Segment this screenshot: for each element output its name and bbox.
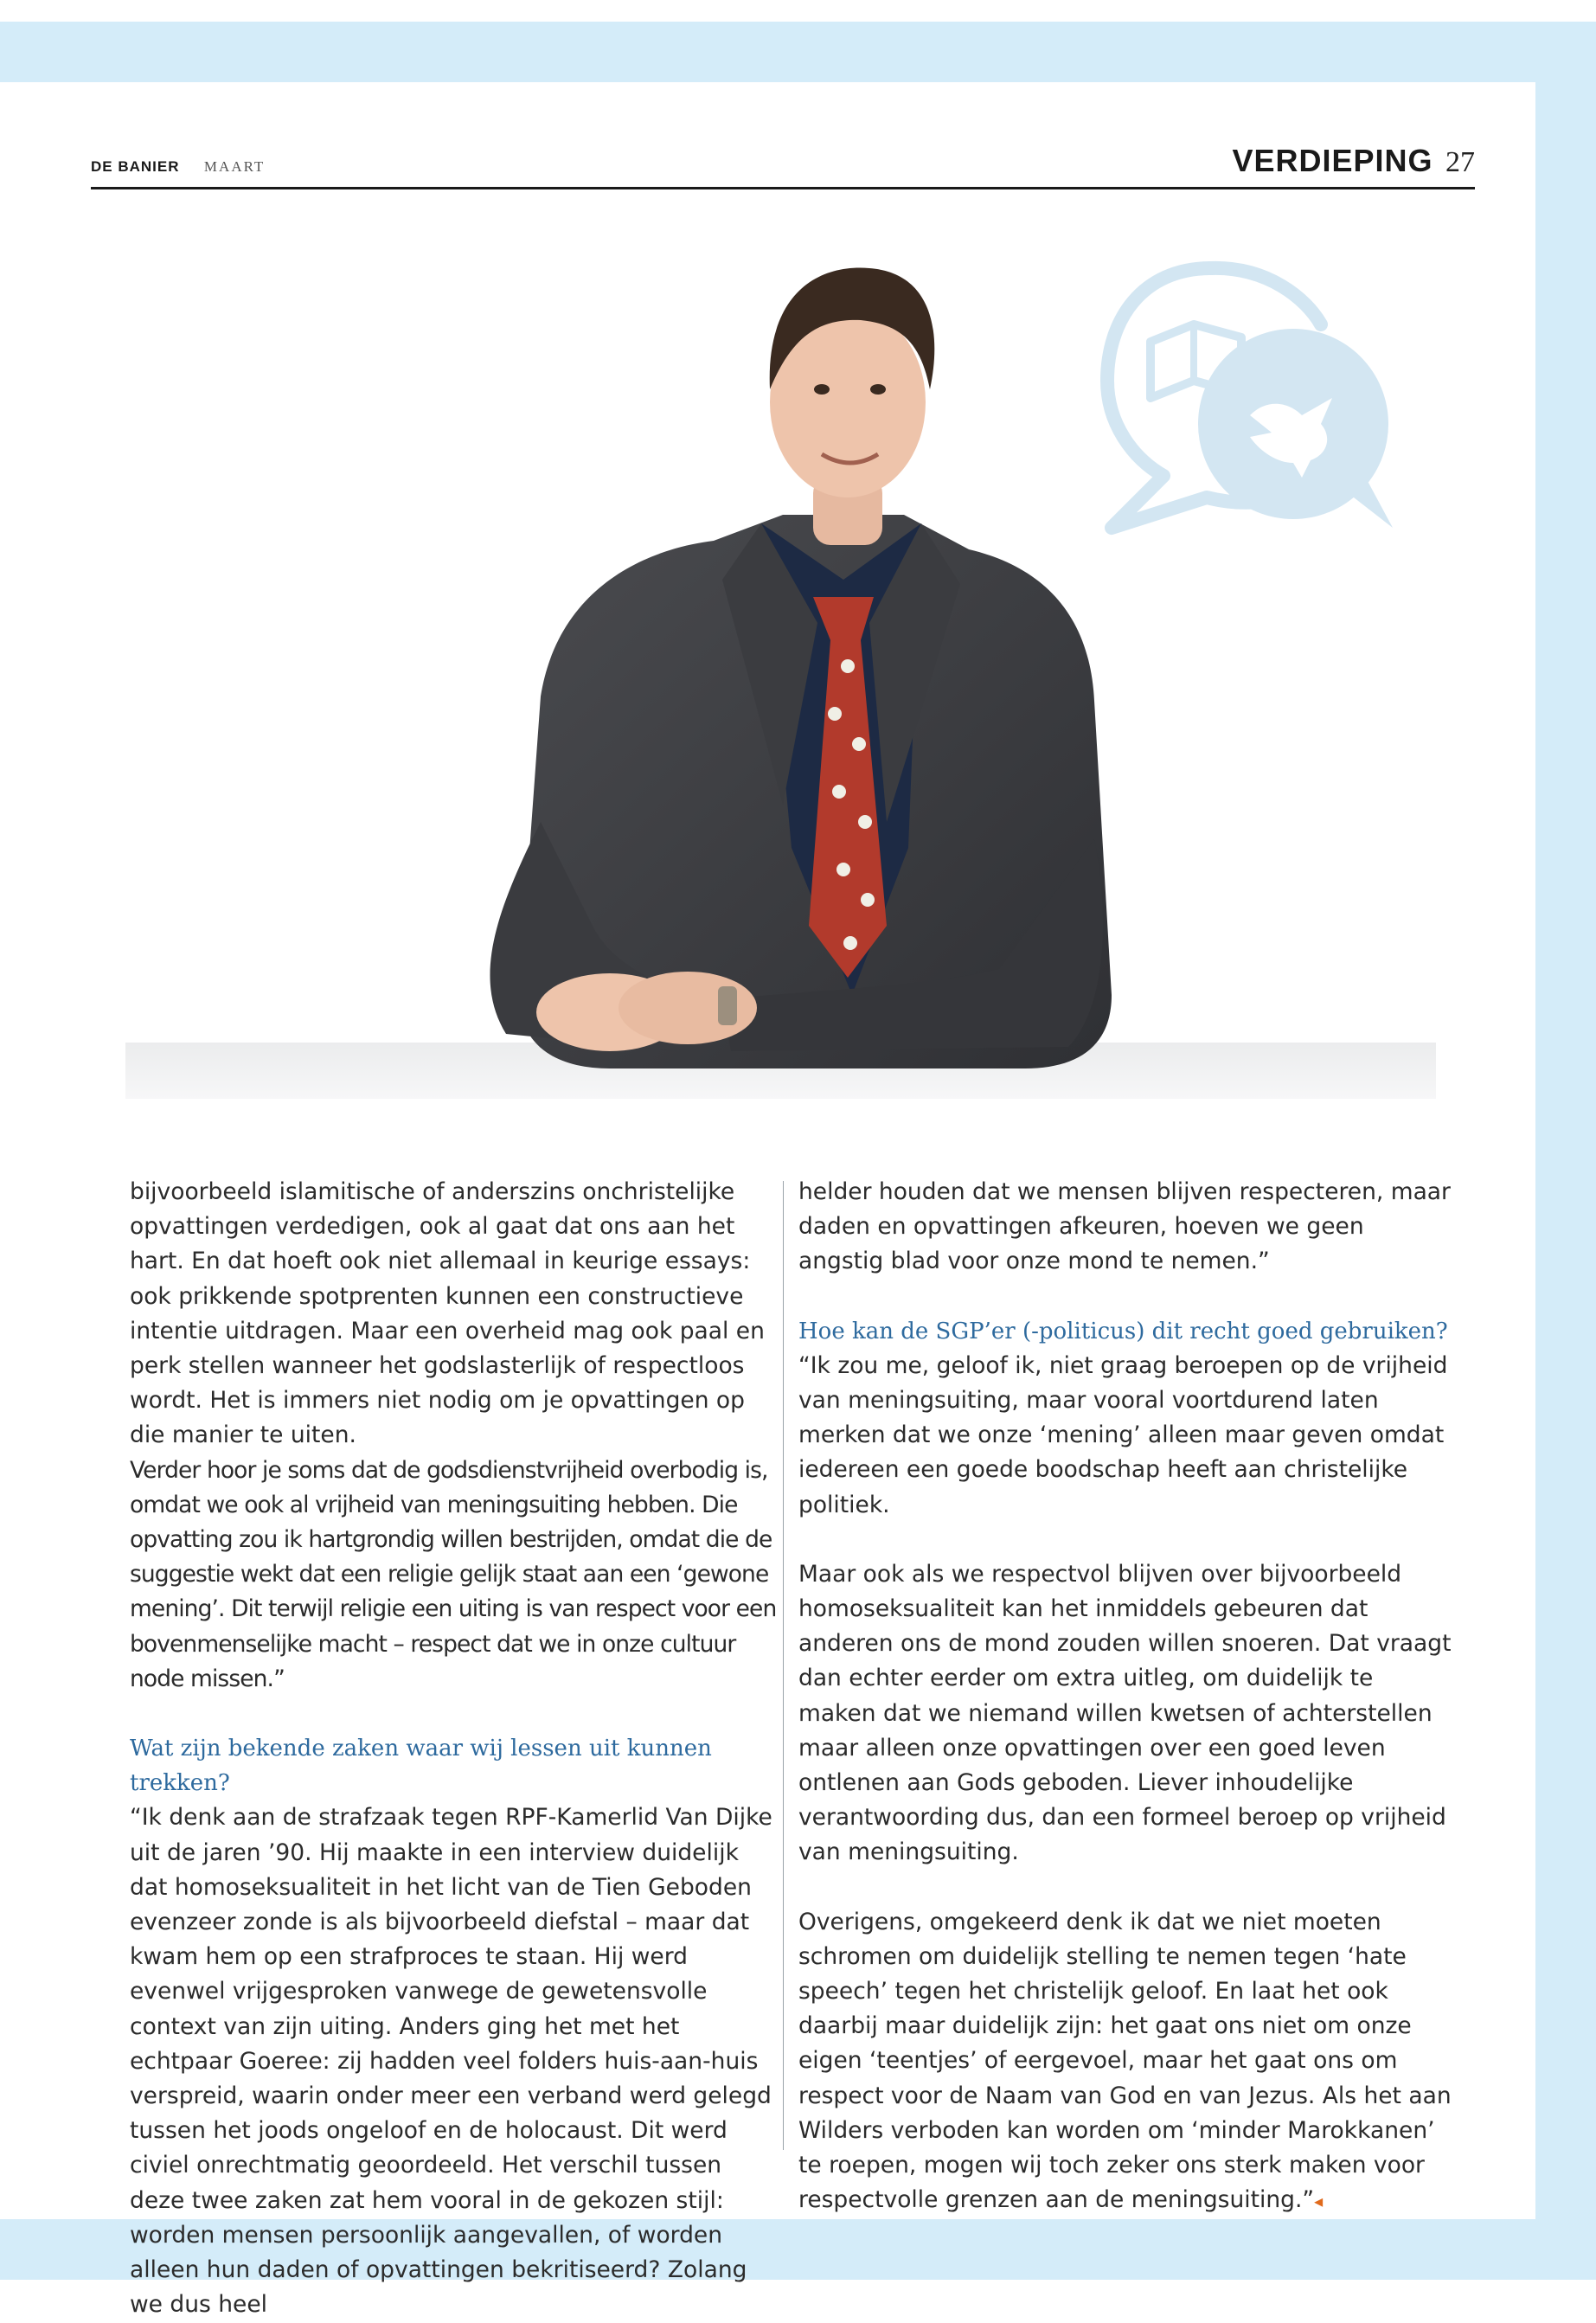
interview-question: Wat zijn bekende zaken waar wij lessen uit kunnen trekken? — [130, 1736, 712, 1797]
paragraph: bijvoorbeeld islamitische of anderszins onchristelijke opvattingen verdedigen, ook al gaat dat ons aan het hart. En dat hoeft ook niet allemaal in keurige essays: ook prikkende spotprenten kunnen een constructieve intentie uitdragen. Maar een overheid mag ook paal en perk stellen wanneer het godslasterlijk of respectloos wordt. Het is immers niet nodig om je opvattingen op die manier te uiten. — [130, 1178, 765, 1449]
publication-name: DE BANIER — [91, 158, 180, 175]
article-column-left — [130, 1175, 783, 2323]
paragraph: Verder hoor je soms dat de godsdienstvrijheid overbodig is, omdat we ook al vrijheid van meningsuiting hebben. Die opvatting zou ik hartgrondig willen bestrijden, omdat die de suggestie wekt dat een religie gelijk staat aan een ‘gewone mening’. Dit terwijl religie een uiting is van respect voor een bovenmenselijke macht – respect dat we in onze cultuur node missen.” — [130, 1456, 777, 1692]
paragraph: “Ik denk aan de strafzaak tegen RPF-Kamerlid Van Dijke uit de jaren ’90. Hij maakte in een interview duidelijk dat homoseksualiteit in het licht van de Tien Geboden evenzeer zonde is als bijvoorbeeld diefstal – maar dat kwam hem op een strafproces te staan. Hij werd evenwel vrijgesproken vanwege de gewetensvolle context van zijn uiting. Anders ging het met het echtpaar Goeree: zij hadden veel folders huis-aan-huis verspreid, waarin onder meer een verband werd gelegd tussen het joods ongeloof en de holocaust. Dit werd civiel onrechtmatig geoordeeld. Het verschil tussen deze twee zaken zat hem vooral in de gekozen stijl: worden mensen persoonlijk aangevallen, of worden alleen hun daden of opvattingen bekritiseerd? Zolang we dus heel — [130, 1804, 772, 2319]
header-rule — [91, 187, 1475, 189]
issue-month: MAART — [203, 158, 266, 175]
paragraph-text: Overigens, omgekeerd denk ik dat we niet moeten schromen om duidelijk stelling te nemen tegen ‘hate speech’ tegen het christelijk geloof. En laat het ook daarbij maar duidelijk zijn: het gaat ons niet om onze eigen ‘teentjes’ of eergevoel, maar het gaat ons om respect voor de Naam van God en van Jezus. Als het aan Wilders verboden kan worden om ‘minder Marokkanen’ te roepen, mogen wij toch zeker ons sterk maken voor respectvolle grenzen aan de meningsuiting.” — [798, 1908, 1452, 2214]
paragraph-gap — [798, 1523, 1452, 1557]
top-color-band — [0, 22, 1596, 82]
left-eye — [814, 384, 830, 395]
speech-bubbles-book-dove-icon — [1094, 251, 1414, 536]
page-number: 27 — [1445, 146, 1475, 178]
paragraph-gap — [798, 1871, 1452, 1905]
paragraph: helder houden dat we mensen blijven respecteren, maar daden en opvattingen afkeuren, hoeven we geen angstig blad voor onze mond te nemen.” — [798, 1178, 1451, 1275]
interview-question: Hoe kan de SGP’er (-politicus) dit recht goed gebruiken? — [798, 1318, 1448, 1344]
article-column-right — [798, 1175, 1452, 2218]
paragraph: Maar ook als we respectvol blijven over bijvoorbeeld homoseksualiteit kan het inmiddels gebeuren dat anderen ons de mond zouden willen snoeren. Dat vraagt dan echter eerder om extra uitleg, om duidelijk te maken dat we niemand willen kwetsen of achterstellen maar alleen onze opvattingen over een goed leven ontlenen aan Gods geboden. Liever inhoudelijke verantwoording dus, dan een formeel beroep op vrijheid van meningsuiting. — [798, 1560, 1452, 1866]
section-title: VERDIEPING — [1232, 143, 1433, 178]
final-paragraph — [798, 1905, 1452, 2219]
end-of-article-mark: ◂ — [1314, 2191, 1324, 2212]
watch — [718, 986, 737, 1025]
paragraph-gap — [798, 1280, 1452, 1314]
paragraph: “Ik zou me, geloof ik, niet graag beroepen op de vrijheid van meningsuiting, maar vooral voortdurend laten merken dat we onze ‘mening’ alleen maar geven omdat iedereen een goede boodschap heeft aan christelijke politiek. — [798, 1351, 1448, 1518]
running-header-right — [1233, 143, 1476, 179]
paragraph-gap — [130, 1697, 783, 1731]
running-header-left — [91, 158, 265, 176]
right-color-band — [1535, 22, 1596, 2280]
emblem-graphic — [1094, 251, 1414, 536]
column-divider — [783, 1181, 784, 2150]
right-eye — [870, 384, 886, 395]
